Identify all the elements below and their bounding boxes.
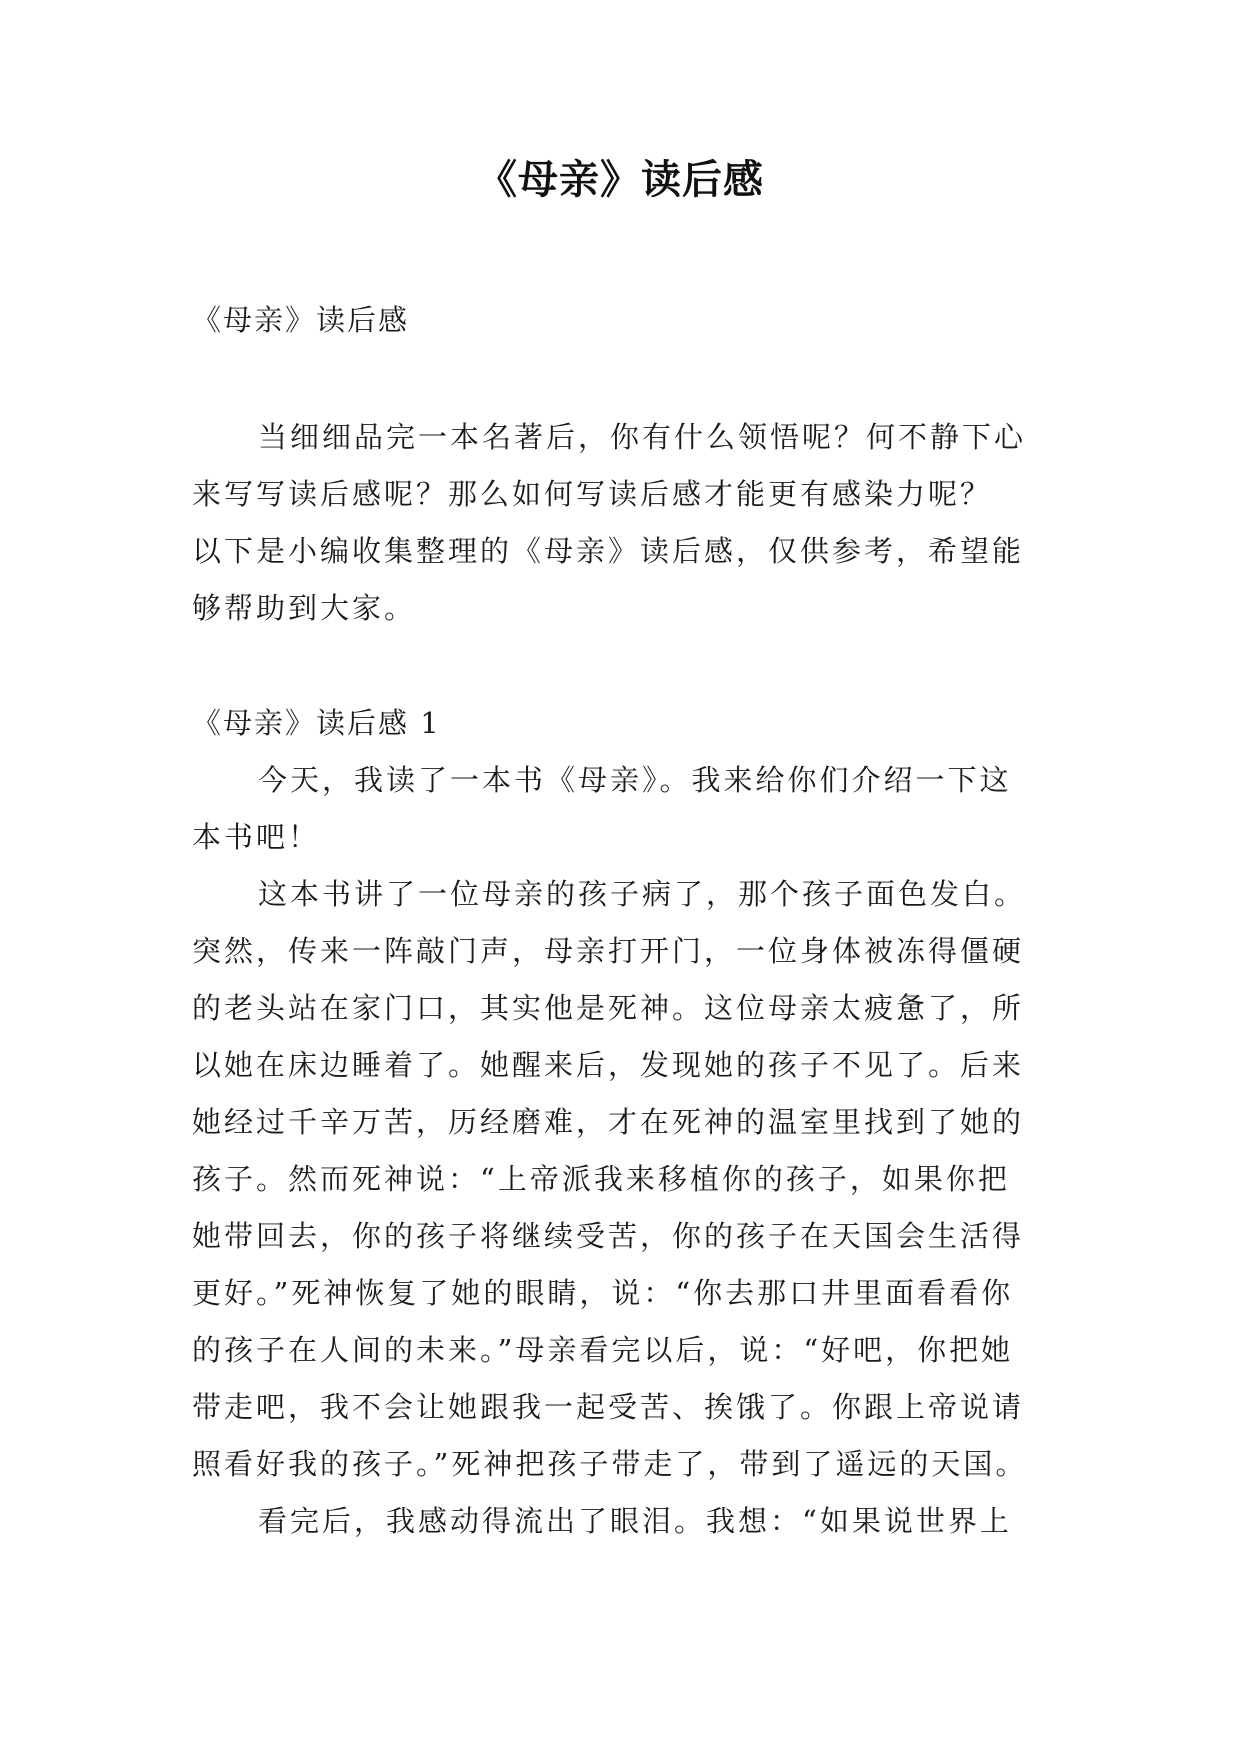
paragraph-1 <box>192 752 1072 866</box>
paragraph-line: 照看好我的孩子。”死神把孩子带走了，带到了遥远的天国。 <box>192 1447 1028 1481</box>
paragraph-2 <box>192 866 1072 1493</box>
intro-line: 以下是小编收集整理的《母亲》读后感，仅供参考，希望能 <box>192 534 1025 568</box>
document-title: 《母亲》读后感 <box>477 157 764 203</box>
paragraph-line: 她经过千辛万苦，历经磨难，才在死神的温室里找到了她的 <box>192 1105 1025 1139</box>
spacer <box>192 637 1072 695</box>
paragraph-line: 她带回去，你的孩子将继续受苦，你的孩子在天国会生活得 <box>192 1219 1025 1253</box>
paragraph-line: 更好。”死神恢复了她的眼睛，说：“你去那口井里面看看你 <box>192 1276 1014 1310</box>
paragraph-line: 的老头站在家门口，其实他是死神。这位母亲太疲惫了，所 <box>192 991 1025 1025</box>
paragraph-line: 以她在床边睡着了。她醒来后，发现她的孩子不见了。后来 <box>192 1048 1025 1082</box>
document-subtitle: 《母亲》读后感 <box>192 303 410 337</box>
paragraph-line: 带走吧，我不会让她跟我一起受苦、挨饿了。你跟上帝说请 <box>192 1390 1025 1424</box>
paragraph-line: 这本书讲了一位母亲的孩子病了，那个孩子面色发白。 <box>258 877 1027 911</box>
paragraph-line: 今天，我读了一本书《母亲》。我来给你们介绍一下这 <box>258 763 1012 797</box>
paragraph-line: 突然，传来一阵敲门声，母亲打开门，一位身体被冻得僵硬 <box>192 934 1025 968</box>
paragraph-3 <box>192 1493 1072 1550</box>
paragraph-line: 本书吧！ <box>192 820 321 854</box>
paragraph-line: 的孩子在人间的未来。”母亲看完以后，说：“好吧，你把她 <box>192 1333 1014 1367</box>
intro-line: 当细细品完一本名著后，你有什么领悟呢？何不静下心 <box>258 420 1027 454</box>
document-body <box>192 292 1072 1550</box>
spacer <box>192 349 1072 409</box>
intro-paragraph <box>192 409 1072 637</box>
paragraph-line: 看完后，我感动得流出了眼泪。我想：“如果说世界上 <box>258 1504 1012 1538</box>
intro-line: 来写写读后感呢？那么如何写读后感才能更有感染力呢？ <box>192 477 993 511</box>
intro-line: 够帮助到大家。 <box>192 591 417 625</box>
section-heading: 《母亲》读后感 1 <box>192 706 441 740</box>
paragraph-line: 孩子。然而死神说：“上帝派我来移植你的孩子，如果你把 <box>192 1162 1010 1196</box>
